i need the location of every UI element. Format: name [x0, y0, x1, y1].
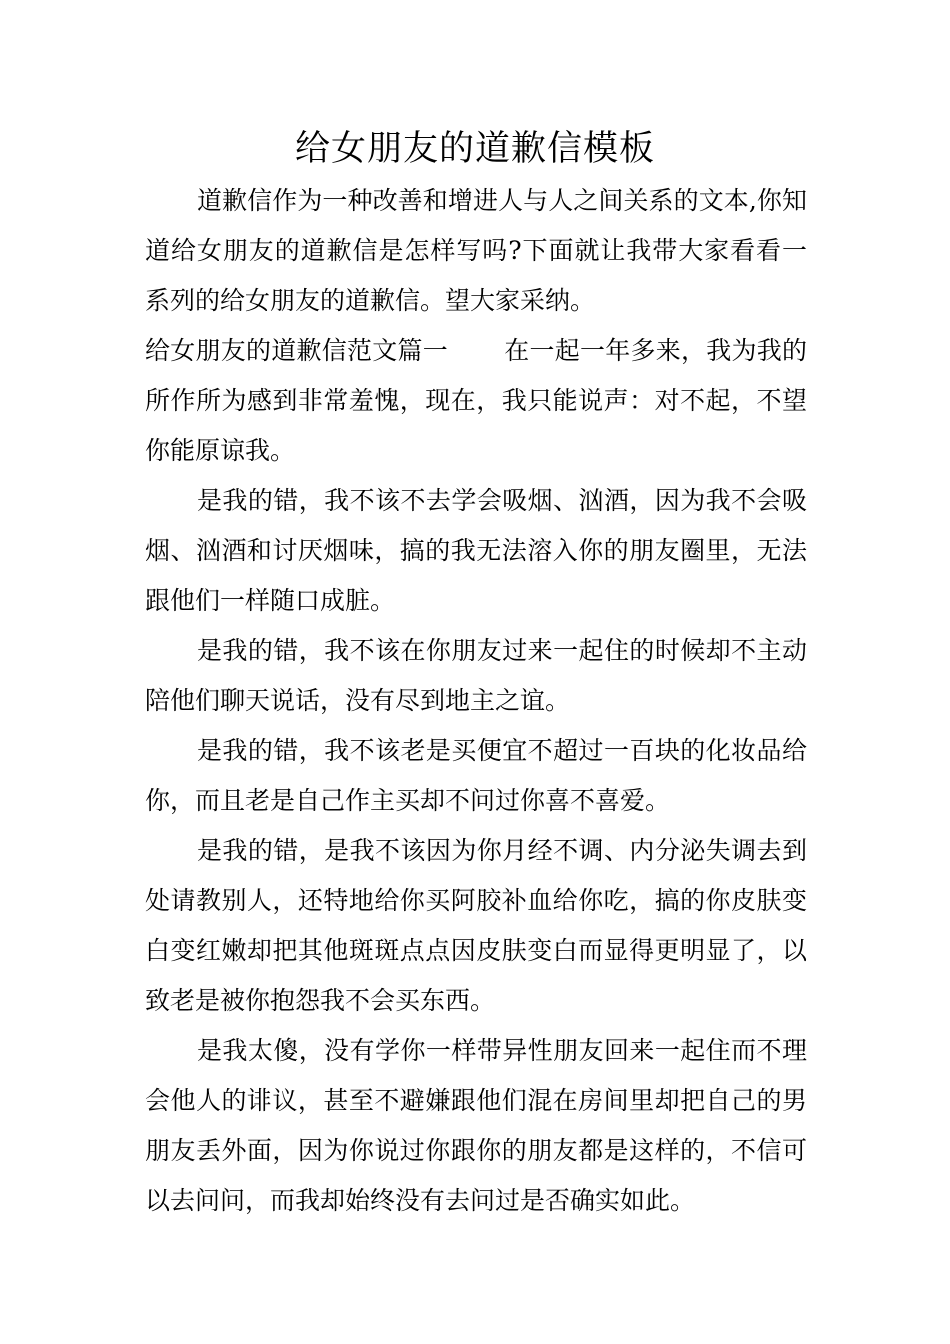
- document-title: 给女朋友的道歉信模板: [294, 129, 655, 169]
- body-paragraph-4: 是我的错，是我不该因为你月经不调、内分泌失调去到处请教别人，还特地给你买阿胶补血给你吃，搞的你皮肤变白变红嫩却把其他斑斑点点因皮肤变白而显得更明显了，以致老是被你抱怨我不会买东西。: [145, 836, 807, 1015]
- body-paragraph-2: 是我的错，我不该在你朋友过来一起住的时候却不主动陪他们聊天说话，没有尽到地主之谊。: [145, 636, 807, 715]
- section-first-text: 在一起一年多来，我为我的所作所为感到非常羞愧，现在，我只能说声：对不起，不望你能原谅我。: [145, 336, 807, 465]
- section-heading: 给女朋友的道歉信范文篇一: [145, 336, 448, 365]
- intro-paragraph: 道歉信作为一种改善和增进人与人之间关系的文本,你知道给女朋友的道歉信是怎样写吗?下面就让我带大家看看一系列的给女朋友的道歉信。望大家采纳。: [145, 186, 807, 315]
- body-paragraph-1: 是我的错，我不该不去学会吸烟、汹酒，因为我不会吸烟、汹酒和讨厌烟味，搞的我无法溶入你的朋友圈里，无法跟他们一样随口成脏。: [145, 486, 807, 615]
- body-paragraph-3: 是我的错，我不该老是买便宜不超过一百块的化妆品给你，而且老是自己作主买却不问过你喜不喜爱。: [145, 736, 807, 815]
- document-body: [145, 176, 807, 1226]
- section-paragraph: [145, 326, 807, 476]
- body-paragraph-5: 是我太傻，没有学你一样带异性朋友回来一起住而不理会他人的诽议，甚至不避嫌跟他们混在房间里却把自己的男朋友丢外面，因为你说过你跟你的朋友都是这样的，不信可以去问问，而我却始终没有去问过是否确实如此。: [145, 1036, 807, 1215]
